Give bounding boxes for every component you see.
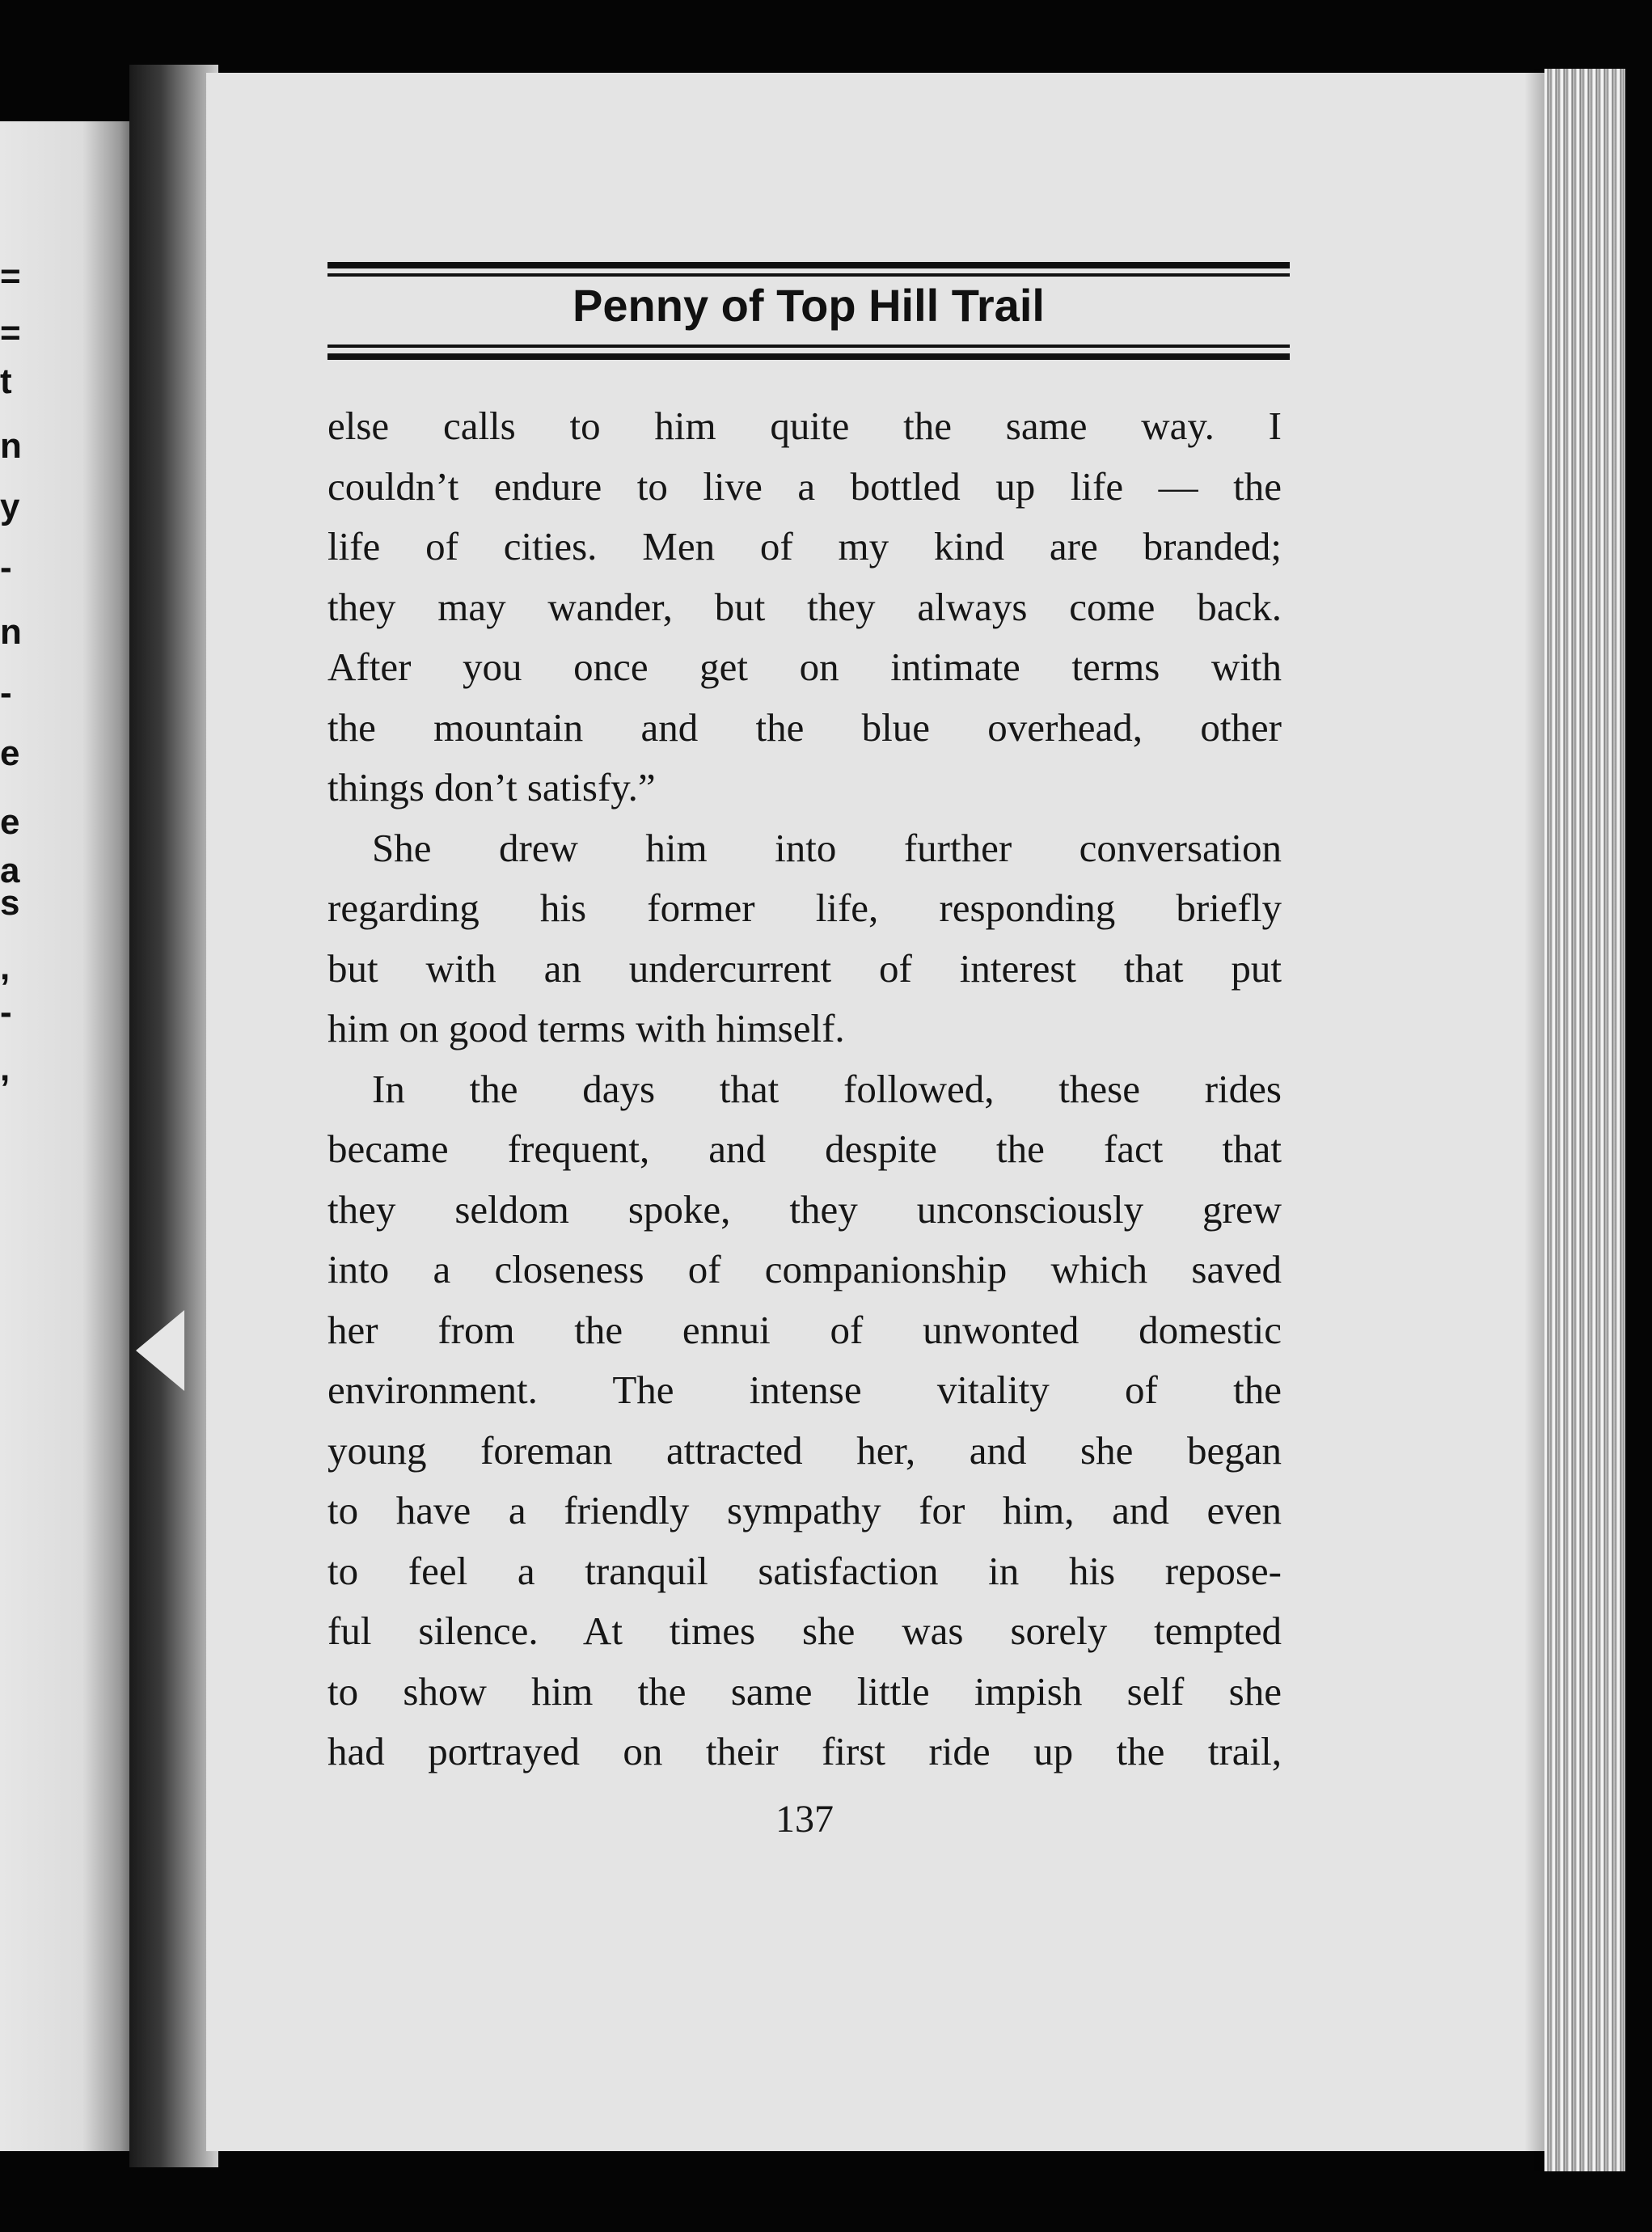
left-page-fragment: =	[0, 313, 21, 353]
running-head: Penny of Top Hill Trail	[572, 280, 1045, 331]
text-line: they may wander, but they always come back.	[327, 584, 1282, 629]
header-rule-bottom-thick	[327, 353, 1290, 360]
text-line: young foreman attracted her, and she began	[327, 1427, 1282, 1473]
left-page-fragment: a	[0, 851, 20, 890]
text-line: they seldom spoke, they unconsciously grew	[327, 1186, 1282, 1232]
body-text	[327, 396, 1282, 1782]
left-page-fragment: ,	[0, 1049, 11, 1089]
header-rule-top-thick	[327, 262, 1290, 268]
text-line: the mountain and the blue overhead, other	[327, 704, 1282, 750]
text-line: into a closeness of companionship which saved	[327, 1247, 1282, 1291]
left-page-fragment: n	[0, 612, 22, 652]
left-page-edge	[0, 121, 150, 2151]
left-page-fragment: e	[0, 802, 20, 842]
left-page-fragment: -	[0, 673, 12, 712]
left-page-fragment: e	[0, 733, 20, 773]
left-page-fragment: -	[0, 992, 12, 1032]
header-rule-bottom-thin	[327, 345, 1290, 348]
text-line: became frequent, and despite the fact that	[327, 1127, 1282, 1171]
page-number: 137	[775, 1798, 834, 1841]
text-line: to have a friendly sympathy for him, and even	[327, 1488, 1282, 1532]
left-page-fragment: ,	[0, 948, 11, 987]
text-line: She drew him into further conversation	[372, 825, 1282, 870]
book-gutter	[129, 65, 218, 2167]
text-line: regarding his former life, responding briefly	[327, 886, 1282, 930]
text-line: but with an undercurrent of interest that put	[327, 945, 1282, 991]
text-line: him on good terms with himself.	[327, 1006, 845, 1050]
text-line: else calls to him quite the same way. I	[327, 404, 1282, 448]
text-line: things don’t satisfy.”	[327, 765, 656, 810]
text-line: After you once get on intimate terms with	[327, 645, 1282, 689]
text-line: her from the ennui of unwonted domestic	[327, 1307, 1282, 1352]
left-page-fragment: y	[0, 487, 20, 526]
left-page-fragment: n	[0, 426, 22, 466]
text-line: had portrayed on their first ride up the trail,	[327, 1729, 1282, 1773]
left-page-fragment: =	[0, 256, 21, 296]
text-line: environment. The intense vitality of the	[327, 1368, 1282, 1412]
text-line: ful silence. At times she was sorely tempted	[327, 1608, 1282, 1653]
text-line: to feel a tranquil satisfaction in his repose-	[327, 1548, 1282, 1593]
text-line: In the days that followed, these rides	[372, 1066, 1282, 1111]
text-line: life of cities. Men of my kind are branded;	[327, 524, 1282, 569]
page-stack-edge	[1544, 69, 1625, 2171]
text-line: couldn’t endure to live a bottled up life — the	[327, 463, 1282, 509]
left-page-fragment: -	[0, 547, 12, 587]
text-line: to show him the same little impish self she	[327, 1668, 1282, 1714]
left-page-fragment: s	[0, 883, 20, 923]
left-page-fragment: t	[0, 361, 12, 401]
header-rule-top-thin	[327, 273, 1290, 277]
